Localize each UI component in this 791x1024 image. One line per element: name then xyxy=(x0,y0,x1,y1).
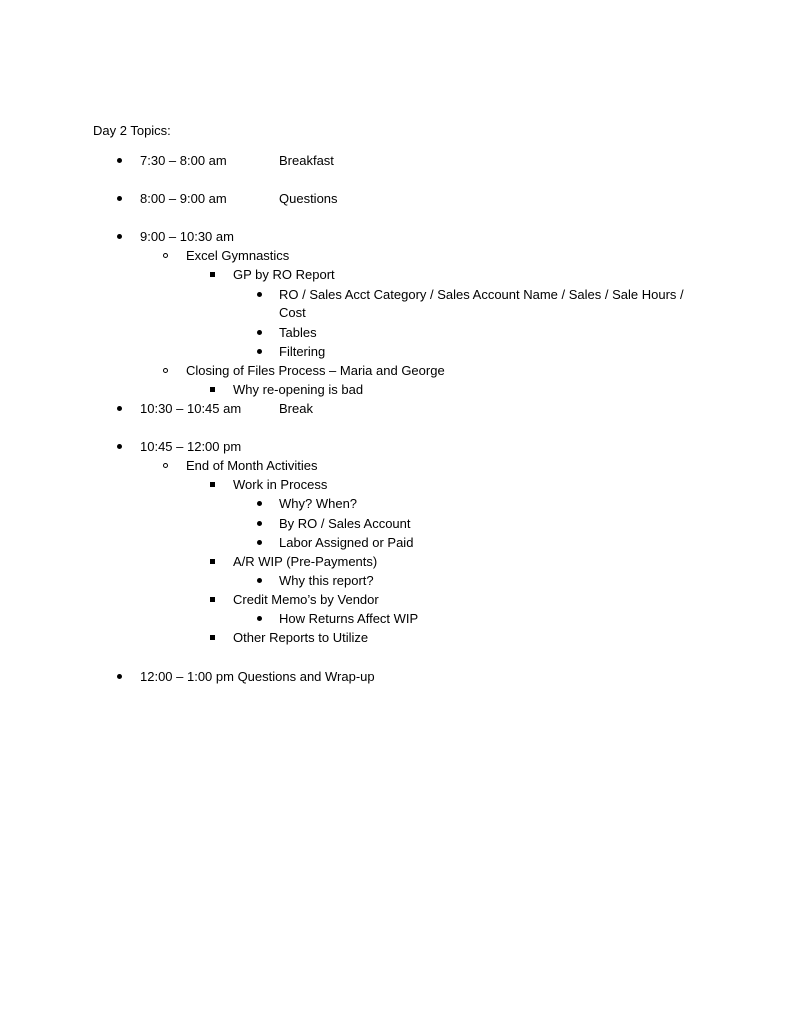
time-slot: 8:00 – 9:00 am xyxy=(140,191,227,206)
bullet-icon xyxy=(257,616,262,621)
square-bullet-icon xyxy=(210,597,215,602)
time-slot: 9:00 – 10:30 am xyxy=(140,229,234,244)
bullet-icon xyxy=(117,444,122,449)
bullet-icon xyxy=(257,540,262,545)
bullet-icon xyxy=(117,158,122,163)
list-item: Excel Gymnastics xyxy=(186,248,290,263)
square-bullet-icon xyxy=(210,272,215,277)
time-slot-label: Break xyxy=(279,401,313,416)
list-item: RO / Sales Acct Category / Sales Account Name / Sales / Sale Hours / xyxy=(279,287,684,302)
square-bullet-icon xyxy=(210,635,215,640)
time-slot: 7:30 – 8:00 am xyxy=(140,153,227,168)
list-item-continuation: Cost xyxy=(279,305,306,320)
square-bullet-icon xyxy=(210,387,215,392)
list-item: GP by RO Report xyxy=(233,267,335,282)
list-item: Other Reports to Utilize xyxy=(233,630,369,645)
square-bullet-icon xyxy=(210,482,215,487)
list-item: A/R WIP (Pre-Payments) xyxy=(233,554,378,569)
list-item: How Returns Affect WIP xyxy=(279,611,419,626)
bullet-icon xyxy=(257,349,262,354)
circle-bullet-icon xyxy=(163,253,168,258)
page-title: Day 2 Topics: xyxy=(93,123,171,138)
list-item: Closing of Files Process – Maria and George xyxy=(186,363,445,378)
bullet-icon xyxy=(257,578,262,583)
bullet-icon xyxy=(117,674,122,679)
circle-bullet-icon xyxy=(163,463,168,468)
bullet-icon xyxy=(257,292,262,297)
time-slot: 12:00 – 1:00 pm Questions and Wrap-up xyxy=(140,669,375,684)
bullet-icon xyxy=(257,330,262,335)
list-item: Filtering xyxy=(279,344,326,359)
list-item: Work in Process xyxy=(233,477,328,492)
bullet-icon xyxy=(257,501,262,506)
list-item: End of Month Activities xyxy=(186,458,318,473)
bullet-icon xyxy=(117,196,122,201)
list-item: Labor Assigned or Paid xyxy=(279,535,414,550)
list-item: Why? When? xyxy=(279,496,358,511)
time-slot: 10:45 – 12:00 pm xyxy=(140,439,242,454)
time-slot-label: Breakfast xyxy=(279,153,334,168)
bullet-icon xyxy=(117,406,122,411)
time-slot: 10:30 – 10:45 am xyxy=(140,401,242,416)
list-item: Why this report? xyxy=(279,573,374,588)
circle-bullet-icon xyxy=(163,368,168,373)
list-item: Credit Memo’s by Vendor xyxy=(233,592,379,607)
bullet-icon xyxy=(257,521,262,526)
list-item: Why re-opening is bad xyxy=(233,382,364,397)
square-bullet-icon xyxy=(210,559,215,564)
bullet-icon xyxy=(117,234,122,239)
time-slot-label: Questions xyxy=(279,191,338,206)
list-item: By RO / Sales Account xyxy=(279,516,411,531)
list-item: Tables xyxy=(279,325,317,340)
